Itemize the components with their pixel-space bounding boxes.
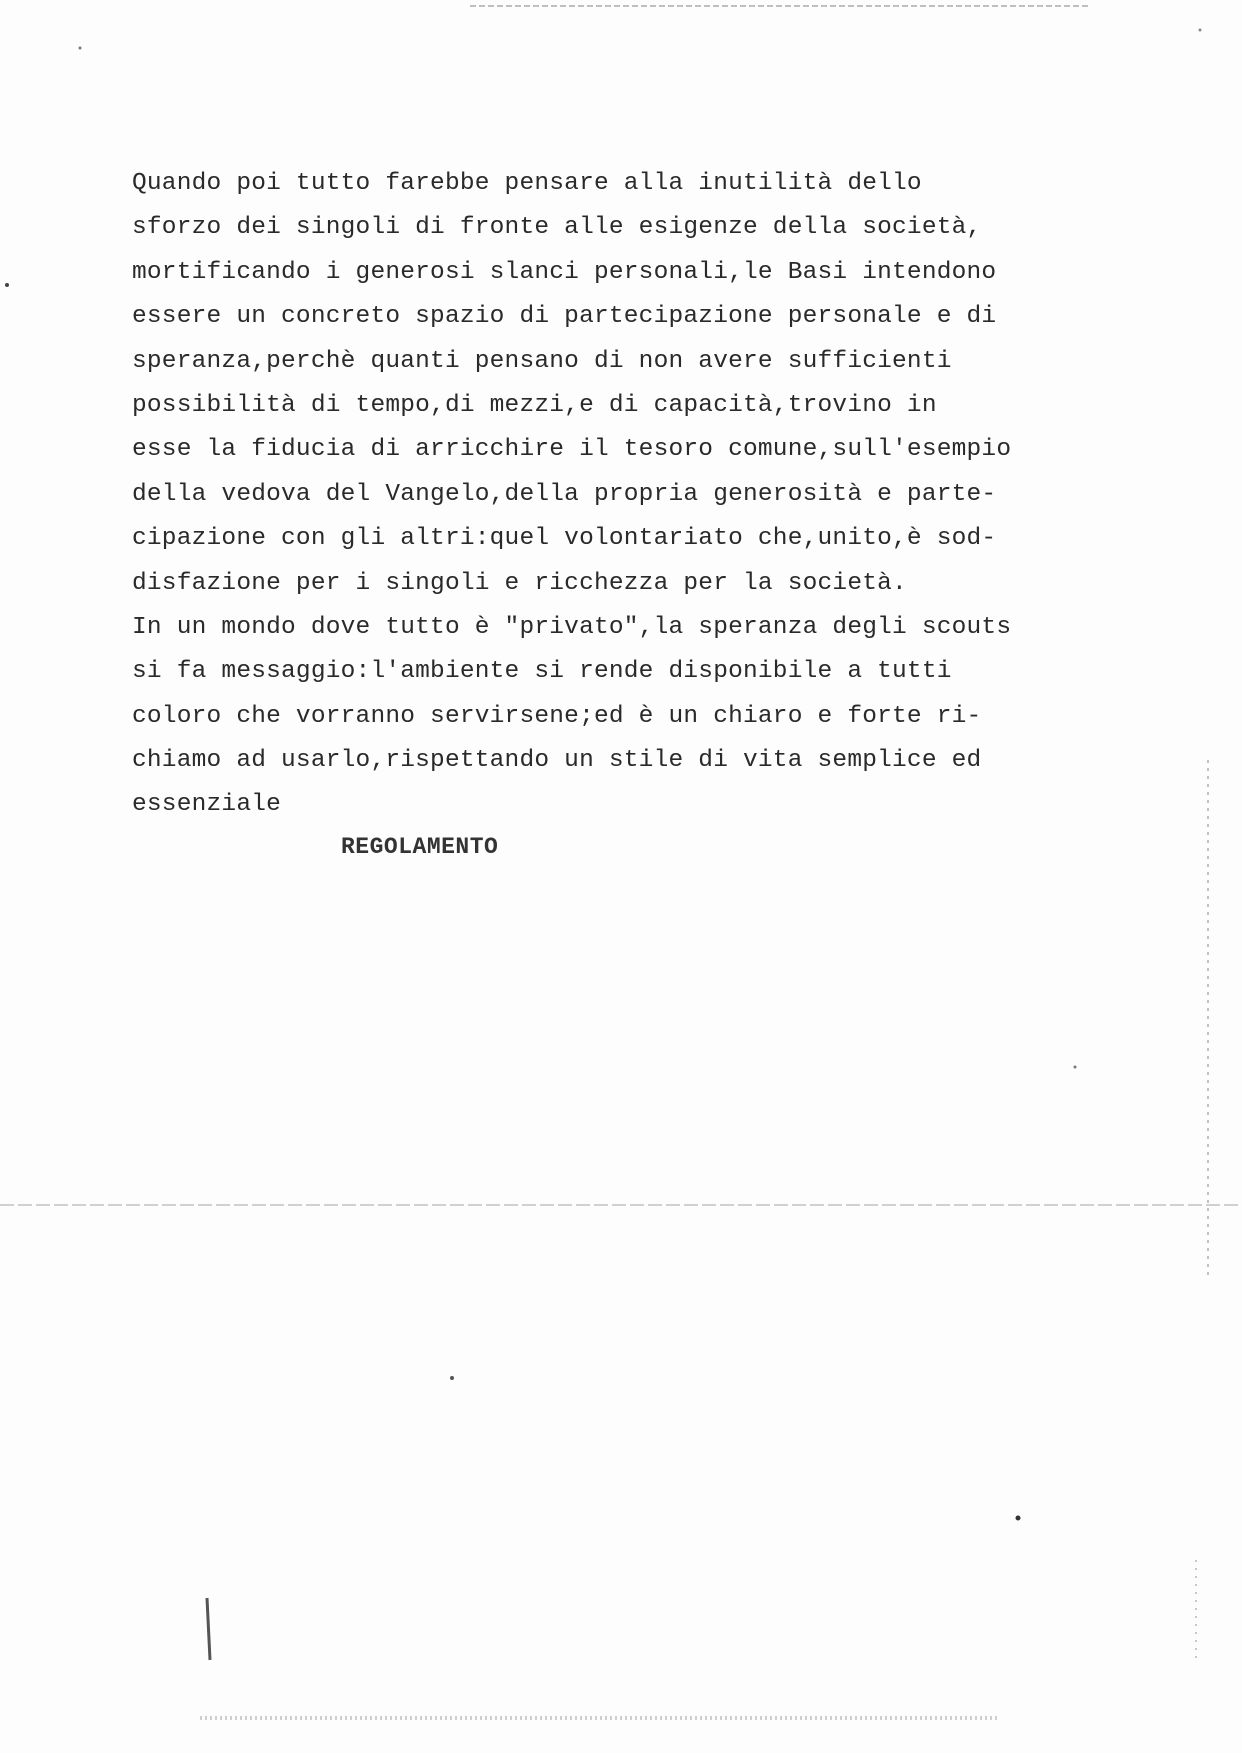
text-line: chiamo ad usarlo,rispettando un stile di vita semplice ed	[132, 747, 982, 775]
text-line: Quando poi tutto farebbe pensare alla inutilità dello	[132, 170, 922, 197]
text-line: coloro che vorranno servirsene;ed è un chiaro e forte ri-	[132, 702, 982, 730]
text-line: In un mondo dove tutto è "privato",la speranza degli scouts	[132, 613, 1012, 641]
section-heading: REGOLAMENTO	[341, 834, 499, 860]
text-line: essenziale	[132, 791, 282, 819]
text-line: disfazione per i singoli e ricchezza per la società.	[132, 569, 907, 597]
text-line: sforzo dei singoli di fronte alle esigenze della società,	[132, 214, 982, 242]
text-line: mortificando i generosi slanci personali,le Basi intendono	[132, 258, 997, 286]
text-line: esse la fiducia di arricchire il tesoro comune,sull'esempio	[132, 436, 1012, 464]
text-line: della vedova del Vangelo,della propria generosità e parte-	[132, 480, 997, 508]
text-line: essere un concreto spazio di partecipazione personale e di	[132, 303, 997, 331]
text-line: possibilità di tempo,di mezzi,e di capacità,trovino in	[132, 391, 937, 419]
text-line: si fa messaggio:l'ambiente si rende disponibile a tutti	[132, 658, 952, 686]
text-line: speranza,perchè quanti pensano di non avere sufficienti	[132, 347, 952, 375]
text-line: cipazione con gli altri:quel volontariato che,unito,è sod-	[132, 525, 997, 553]
body-paragraph	[132, 162, 1132, 828]
